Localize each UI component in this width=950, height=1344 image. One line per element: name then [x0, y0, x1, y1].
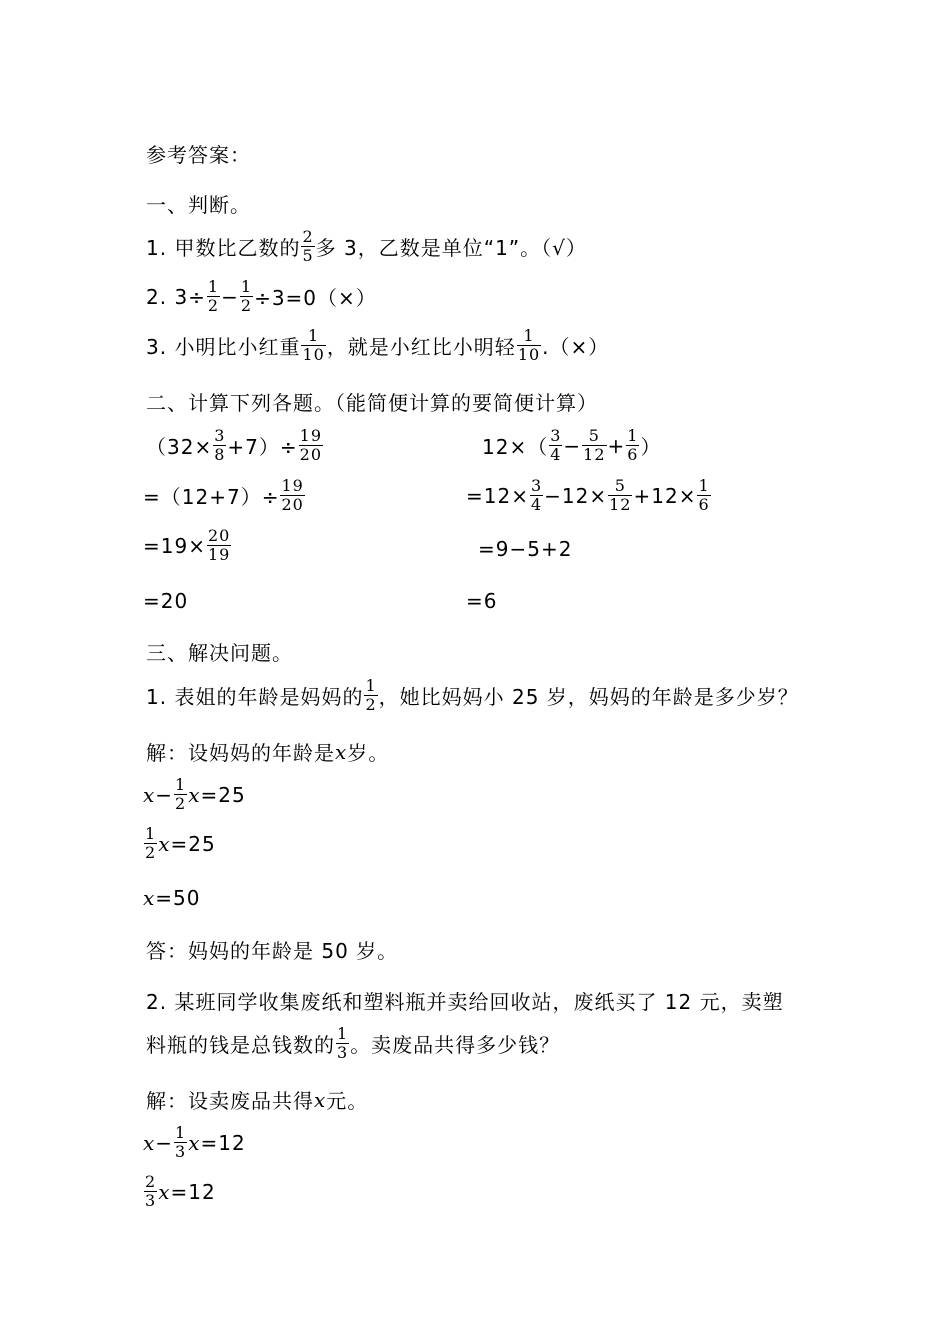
- fraction: $\frac{3}{4}$: [550, 426, 562, 464]
- calc-right-line-3: =9−5+2: [478, 537, 573, 561]
- fraction: $\frac{3}{8}$: [214, 426, 226, 464]
- fraction: $\frac{3}{4}$: [530, 476, 543, 514]
- problem-1-answer: 答：妈妈的年龄是 50 岁。: [146, 939, 399, 963]
- problem-2-equation-1: x − $\frac{1}{3}$ x =12: [143, 1123, 246, 1161]
- problem-2-equation-2: $\frac{2}{3}$ x =12: [145, 1172, 216, 1210]
- fraction: $\frac{1}{2}$: [207, 277, 220, 315]
- calc-right-line-1: 12×（ $\frac{3}{4}$ − $\frac{5}{12}$ + $\frac{1}{6}$ ）: [482, 426, 662, 464]
- section-1-heading: 一、判断。: [146, 193, 251, 217]
- fraction: $\frac{1}{6}$: [698, 476, 710, 514]
- problem-2-question-line-1: 2. 某班同学收集废纸和塑料瓶并卖给回收站，废纸买了 12 元，卖塑: [146, 990, 784, 1014]
- fraction: $\frac{1}{10}$: [517, 326, 541, 364]
- calc-left-result: =20: [143, 589, 189, 613]
- fraction: $\frac{1}{3}$: [175, 1123, 187, 1161]
- judgment-item-2: 2. 3÷ $\frac{1}{2}$ − $\frac{1}{2}$ ÷3=0（×）: [146, 277, 377, 315]
- calc-right-result: =6: [466, 589, 498, 613]
- section-3-heading: 三、解决问题。: [146, 641, 293, 665]
- problem-2-question-line-2: 料瓶的钱是总钱数的 $\frac{1}{3}$ 。卖废品共得多少钱？: [146, 1024, 561, 1062]
- problem-1-question: 1. 表姐的年龄是妈妈的 $\frac{1}{2}$ ，她比妈妈小 25 岁，妈妈的年龄是多少岁？: [146, 676, 799, 714]
- fraction: $\frac{20}{19}$: [207, 526, 231, 564]
- calc-left-line-1: （32× $\frac{3}{8}$ +7）÷ $\frac{19}{20}$: [146, 426, 323, 464]
- problem-1-equation-3: x =50: [143, 886, 201, 910]
- fraction: $\frac{5}{12}$: [583, 426, 606, 464]
- fraction: $\frac{1}{6}$: [627, 426, 639, 464]
- fraction: $\frac{1}{2}$: [365, 676, 377, 714]
- calc-left-line-3: =19× $\frac{20}{19}$: [143, 526, 231, 564]
- fraction: $\frac{5}{12}$: [609, 476, 632, 514]
- problem-1-equation-1: x − $\frac{1}{2}$ x =25: [143, 775, 246, 813]
- fraction: $\frac{1}{2}$: [240, 277, 253, 315]
- judgment-item-1: 1. 甲数比乙数的 $\frac{2}{5}$ 多 3，乙数是单位“1”。（√）: [146, 227, 587, 265]
- fraction: $\frac{1}{10}$: [302, 326, 325, 364]
- section-2-heading: 二、计算下列各题。（能简便计算的要简便计算）: [146, 391, 598, 415]
- fraction: $\frac{19}{20}$: [281, 476, 304, 514]
- problem-1-solution-setup: 解：设妈妈的年龄是 x 岁。: [146, 739, 390, 765]
- calc-right-line-2: =12× $\frac{3}{4}$ −12× $\frac{5}{12}$ +12× $\frac{1}{6}$: [466, 476, 710, 514]
- fraction: $\frac{1}{3}$: [337, 1024, 349, 1062]
- fraction: $\frac{2}{3}$: [145, 1172, 157, 1210]
- fraction: $\frac{1}{2}$: [175, 775, 187, 813]
- fraction: $\frac{1}{2}$: [145, 824, 157, 862]
- answer-title: 参考答案：: [146, 143, 251, 167]
- fraction: $\frac{2}{5}$: [302, 227, 314, 265]
- problem-2-solution-setup: 解：设卖废品共得 x 元。: [146, 1087, 369, 1113]
- problem-1-equation-2: $\frac{1}{2}$ x =25: [145, 824, 216, 862]
- fraction: $\frac{19}{20}$: [299, 426, 323, 464]
- calc-left-line-2: =（12+7）÷ $\frac{19}{20}$: [143, 476, 304, 514]
- judgment-item-3: 3. 小明比小红重 $\frac{1}{10}$ ，就是小红比小明轻 $\frac{1}{10}$ .（×）: [146, 326, 610, 364]
